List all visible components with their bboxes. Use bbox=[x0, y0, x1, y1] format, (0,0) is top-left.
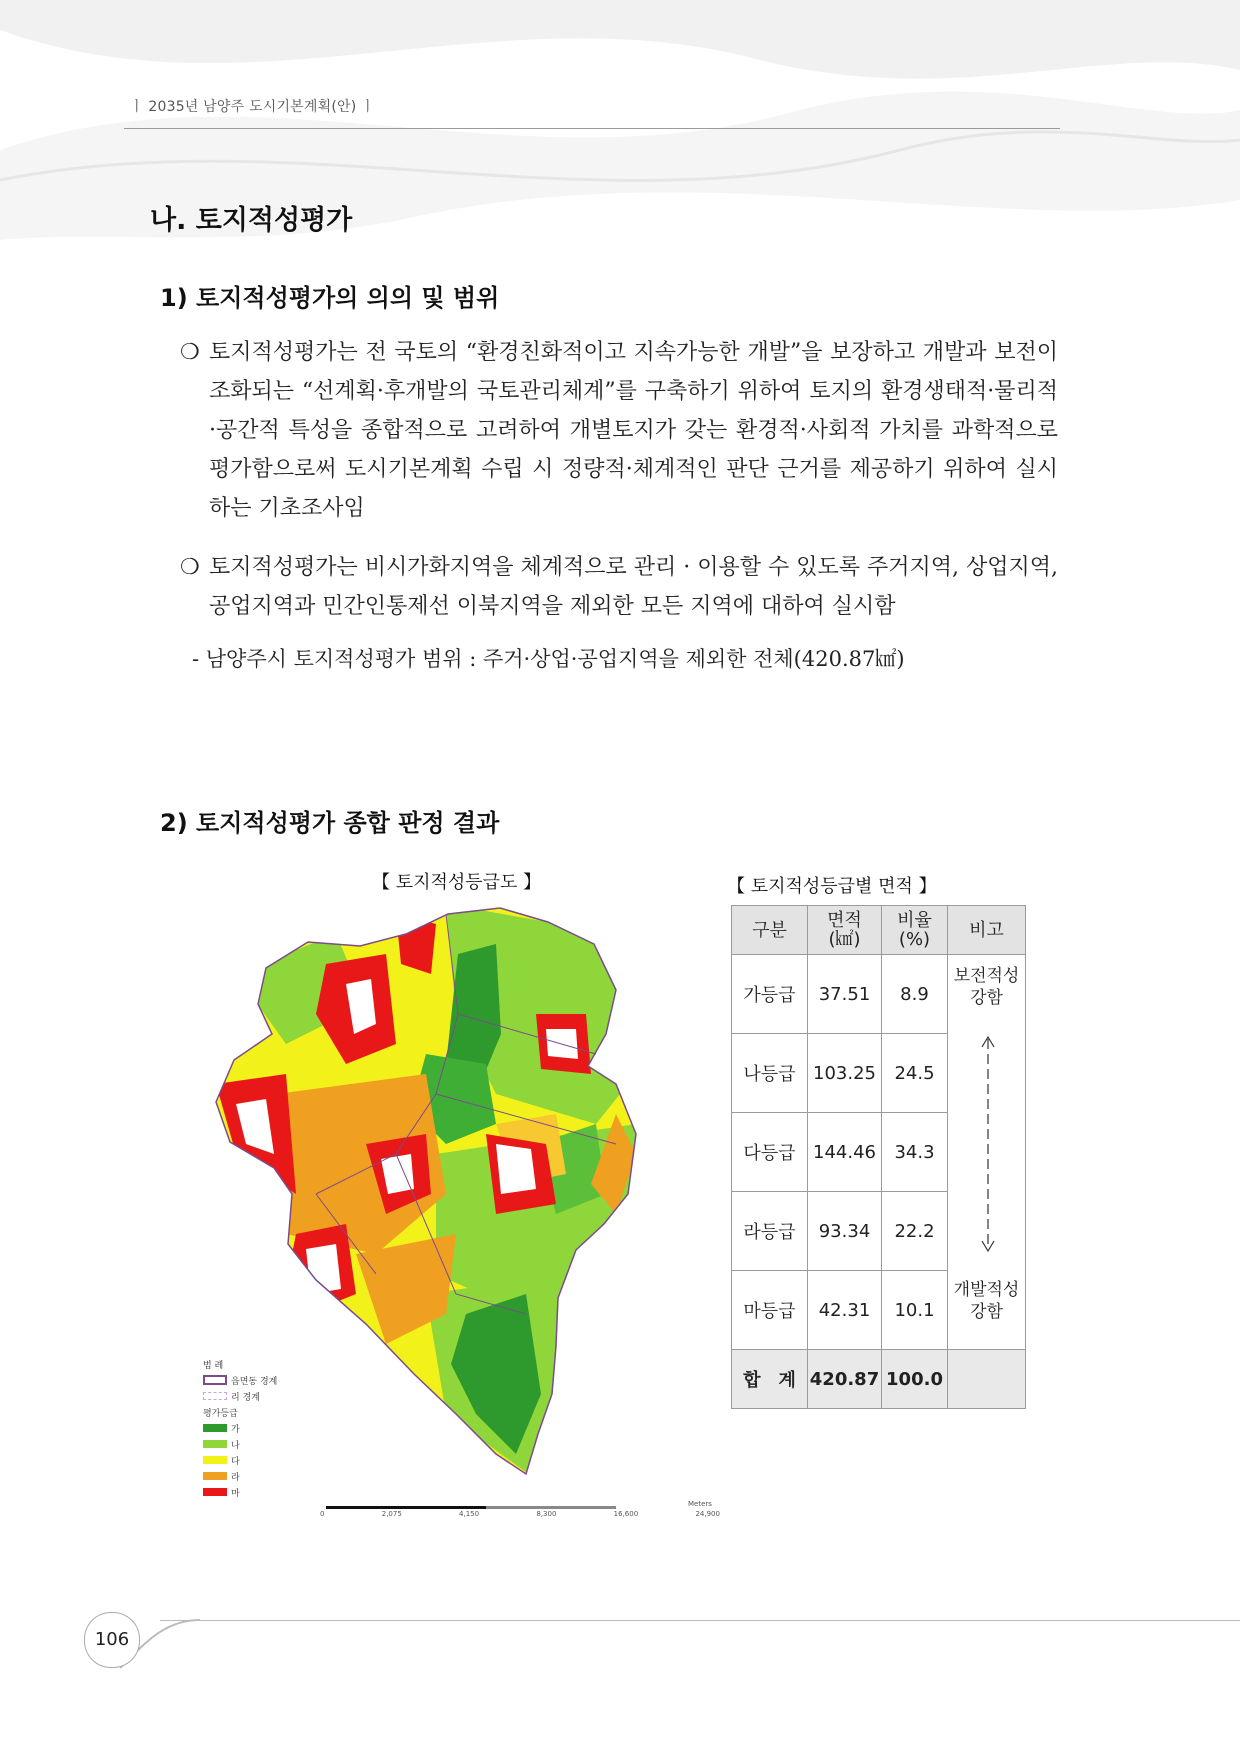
header-area-unit: (㎢) bbox=[828, 929, 861, 950]
grade-swatch-icon bbox=[203, 1440, 227, 1448]
legend-grade-label: 라 bbox=[231, 1472, 240, 1483]
row-grade: 다등급 bbox=[732, 1113, 808, 1192]
scalebar-tick: 0 bbox=[320, 1510, 325, 1518]
page-number: 106 bbox=[84, 1612, 140, 1668]
row-area: 37.51 bbox=[808, 955, 882, 1034]
header-rule bbox=[124, 128, 1060, 129]
legend-grade-title: 평가등급 bbox=[203, 1408, 238, 1419]
legend-grade-label: 마 bbox=[231, 1488, 240, 1499]
total-ratio: 100.0 bbox=[882, 1350, 948, 1409]
row-ratio: 34.3 bbox=[882, 1113, 948, 1192]
note-column bbox=[948, 955, 1026, 1350]
legend-grade-ga bbox=[203, 1420, 277, 1436]
total-area: 420.87 bbox=[808, 1350, 882, 1409]
note-conservation-line2: 강함 bbox=[970, 988, 1003, 1008]
row-area: 42.31 bbox=[808, 1271, 882, 1350]
header-note: 비고 bbox=[948, 906, 1026, 955]
header-ratio bbox=[882, 906, 948, 955]
table-total-row bbox=[732, 1350, 1026, 1409]
paragraph-2-text: 토지적성평가는 비시가화지역을 체계적으로 관리 · 이용할 수 있도록 주거지역, 상업지역, 공업지역과 민간인통제선 이북지역을 제외한 모든 지역에 대하여 실시함 bbox=[209, 555, 1058, 619]
grade-swatch-icon bbox=[203, 1472, 227, 1480]
boundary-swatch-icon bbox=[203, 1392, 227, 1400]
header-ratio-label: 비율 bbox=[897, 910, 932, 931]
row-grade: 마등급 bbox=[732, 1271, 808, 1350]
legend-boundary-ri-label: 리 경계 bbox=[231, 1392, 260, 1403]
subsection-title-2: 2) 토지적성평가 종합 판정 결과 bbox=[160, 809, 500, 837]
note-conservation-line1: 보전적성 bbox=[953, 966, 1020, 986]
scalebar-tick: 16,600 bbox=[613, 1510, 639, 1518]
scalebar-tick: 8,300 bbox=[536, 1510, 557, 1518]
table-row bbox=[732, 955, 1026, 1034]
row-grade: 나등급 bbox=[732, 1034, 808, 1113]
total-label: 합 계 bbox=[732, 1350, 808, 1409]
scalebar-tick: 24,900 bbox=[695, 1510, 720, 1518]
scalebar-tick: 2,075 bbox=[381, 1510, 402, 1518]
double-arrow-icon bbox=[978, 1035, 998, 1253]
legend-grade-label: 다 bbox=[231, 1456, 240, 1467]
note-development-line2: 강함 bbox=[970, 1302, 1003, 1322]
row-ratio: 22.2 bbox=[882, 1192, 948, 1271]
header-ratio-unit: (%) bbox=[898, 929, 931, 950]
legend-grade-label: 가 bbox=[231, 1424, 240, 1435]
boundary-swatch-icon bbox=[203, 1375, 227, 1385]
row-area: 103.25 bbox=[808, 1034, 882, 1113]
row-grade: 가등급 bbox=[732, 955, 808, 1034]
row-area: 144.46 bbox=[808, 1113, 882, 1192]
row-area: 93.34 bbox=[808, 1192, 882, 1271]
running-header: ㅣ 2035년 남양주 도시기본계획(안) ㅣ bbox=[130, 99, 375, 115]
grade-swatch-icon bbox=[203, 1456, 227, 1464]
footer-rule bbox=[160, 1620, 1240, 1621]
legend-grade-na bbox=[203, 1436, 277, 1452]
map-scalebar bbox=[326, 1506, 616, 1509]
legend-boundary-eup bbox=[203, 1372, 277, 1388]
legend-grade-ma bbox=[203, 1484, 277, 1500]
scalebar-labels bbox=[320, 1510, 720, 1518]
paragraph-1 bbox=[180, 333, 1058, 528]
subsection-title-1: 1) 토지적성평가의 의의 및 범위 bbox=[160, 284, 500, 312]
map-caption: 【 토지적성등급도 】 bbox=[372, 872, 542, 893]
scalebar-tick: 4,150 bbox=[459, 1510, 480, 1518]
map-legend bbox=[203, 1356, 277, 1500]
bullet-circle-icon: ❍ bbox=[180, 340, 200, 365]
bullet-circle-icon: ❍ bbox=[180, 555, 200, 580]
section-title: 나. 토지적성평가 bbox=[150, 205, 353, 236]
legend-grade-ra bbox=[203, 1468, 277, 1484]
legend-title: 범 례 bbox=[203, 1360, 224, 1371]
paragraph-2 bbox=[180, 548, 1058, 626]
grade-area-table bbox=[731, 905, 1026, 1409]
scope-note: - 남양주시 토지적성평가 범위 : 주거·상업·공업지역을 제외한 전체(420.87㎢) bbox=[192, 647, 905, 671]
row-ratio: 8.9 bbox=[882, 955, 948, 1034]
header-area-label: 면적 bbox=[827, 910, 862, 931]
row-ratio: 10.1 bbox=[882, 1271, 948, 1350]
legend-grade-label: 나 bbox=[231, 1440, 240, 1451]
table-header-row bbox=[732, 906, 1026, 955]
note-development bbox=[948, 1279, 1025, 1323]
scalebar-unit: Meters bbox=[688, 1500, 712, 1508]
table-caption: 【 토지적성등급별 면적 】 bbox=[727, 876, 937, 897]
header-grade: 구분 bbox=[732, 906, 808, 955]
note-conservation bbox=[948, 955, 1025, 1009]
header-area bbox=[808, 906, 882, 955]
legend-boundary-eup-label: 읍면동 경계 bbox=[231, 1376, 278, 1387]
paragraph-1-text: 토지적성평가는 전 국토의 “환경친화적이고 지속가능한 개발”을 보장하고 개발과 보전이 조화되는 “선계획·후개발의 국토관리체계”를 구축하기 위하여 토지의 환경생태적·물리적·공간적 특성을 종합적으로 고려하여 개별토지가 갖는 환경적·사회적 가치를 과학적으로 평가함으로써 도시기본계획 수립 시 정량적·체계적인 판단 근거를 제공하기 위하여 실시하는 기초조사임 bbox=[209, 340, 1058, 521]
row-grade: 라등급 bbox=[732, 1192, 808, 1271]
total-note bbox=[948, 1350, 1026, 1409]
grade-swatch-icon bbox=[203, 1488, 227, 1496]
row-ratio: 24.5 bbox=[882, 1034, 948, 1113]
legend-grade-da bbox=[203, 1452, 277, 1468]
grade-swatch-icon bbox=[203, 1424, 227, 1432]
legend-boundary-ri bbox=[203, 1388, 277, 1404]
note-development-line1: 개발적성 bbox=[953, 1280, 1020, 1300]
